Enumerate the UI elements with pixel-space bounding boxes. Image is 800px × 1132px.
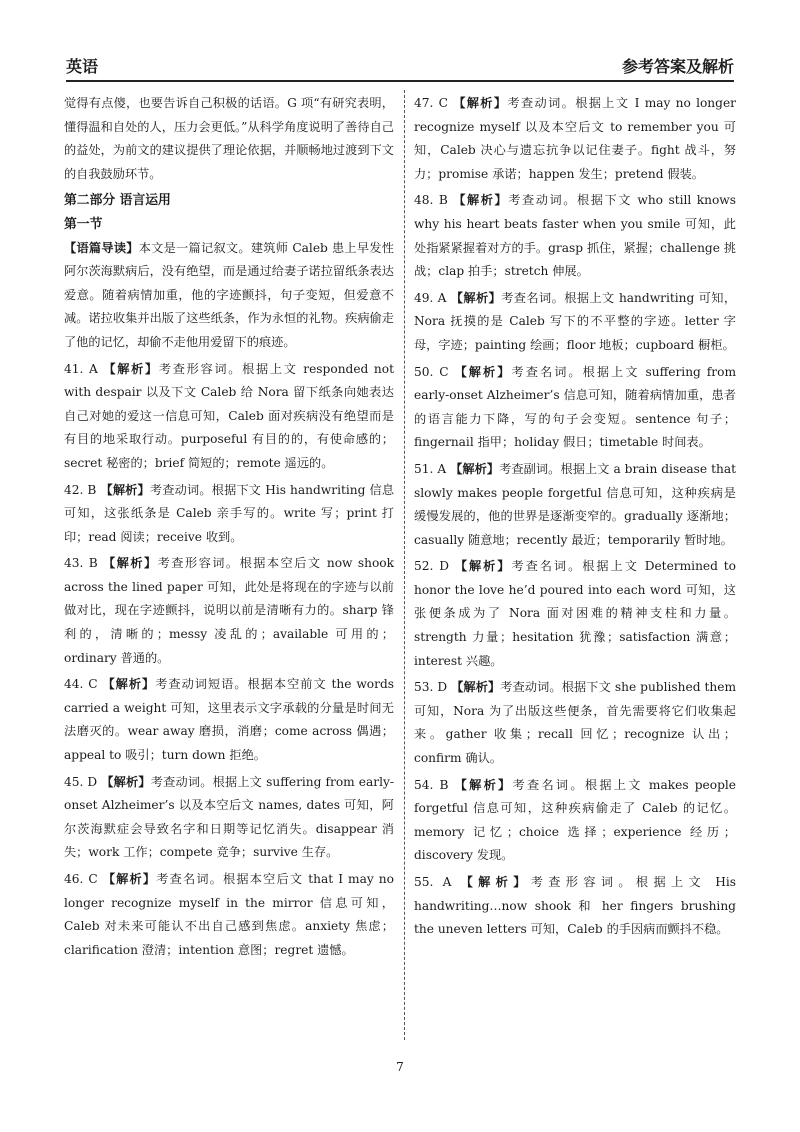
answer-41: 41. A 【解析】考查形容词。根据上文 responded not with despair 以及下文 Caleb 给 Nora 留下纸条向她表达自己对她的爱这一信息可知，Caleb 面对疾病没有绝望而是有目的地采取行动。purposeful 有目的的，有使命感的；secret 秘密的；brief 简短的；remote 遥远的。 bbox=[64, 361, 395, 470]
section-title: 第一节 bbox=[64, 216, 103, 232]
answer-45: 45. D 【解析】考查动词。根据上文 suffering from early-onset Alzheimer’s 以及本空后文 names, dates 可知，阿尔茨海默症会导致名字和日期等记忆消失。disappear 消失；work 工作；compete 竞争；survive 生存。 bbox=[64, 774, 395, 860]
subject-label: 英语 bbox=[66, 57, 99, 76]
guide-tag: 【语篇导读】 bbox=[64, 240, 139, 255]
answer-44: 44. C 【解析】考查动词短语。根据本空前文 the words carried a weight 可知，这里表示文字承载的分量是时间无法磨灭的。wear away 磨损，消磨；come across 偶遇；appeal to 吸引；turn down 拒绝。 bbox=[64, 677, 395, 763]
left-column bbox=[64, 92, 394, 965]
answer-50: 50. C 【解析】考查名词。根据上文 suffering from early-onset Alzheimer’s 信息可知，随着病情加重，患者的语言能力下降，写的句子会变短。sentence 句子；fingernail 指甲；holiday 假日；timetable 时间表。 bbox=[414, 364, 737, 450]
answer-48: 48. B 【解析】考查动词。根据下文 who still knows why his heart beats faster when you smile 可知，此处指紧紧握着对方的手。grasp 抓住，紧握；challenge 挑战；clap 拍手；stretch 伸展。 bbox=[414, 193, 736, 279]
answer-49: 49. A 【解析】考查名词。根据上文 handwriting 可知，Nora 抚摸的是 Caleb 写下的不平整的字迹。letter 字母，字迹；painting 绘画；floor 地板；cupboard 橱柜。 bbox=[414, 290, 737, 352]
guide-text: 本文是一篇记叙文。建筑师 Caleb 患上早发性阿尔茨海默病后，没有绝望，而是通过给妻子诺拉留纸条表达爱意。随着病情加重，他的字迹颤抖，句子变短，但爱意不减。诺拉收集并出版了这些纸条，作为永恒的礼物。疾病偷走了他的记忆，却偷不走他用爱留下的痕迹。 bbox=[64, 240, 394, 349]
column-divider bbox=[404, 90, 405, 1040]
answer-53: 53. D 【解析】考查动词。根据下文 she published them 可知，Nora 为了出版这些便条，首先需要将它们收集起来。gather 收集；recall 回忆；recognize 认出；confirm 确认。 bbox=[414, 680, 737, 766]
intro-continuation: 觉得有点傻，也要告诉自己积极的话语。G 项“有研究表明，懂得温和自处的人，压力会更低。”从科学角度说明了善待自己的益处，为前文的建议提供了理论依据，并顺畅地过渡到下文的自我鼓励环节。 bbox=[64, 96, 394, 181]
part-title: 第二部分 语言运用 bbox=[64, 193, 171, 209]
answer-42: 42. B 【解析】考查动词。根据下文 His handwriting 信息可知，这张纸条是 Caleb 亲手写的。write 写；print 打印；read 阅读；receive 收到。 bbox=[64, 482, 395, 544]
right-column bbox=[414, 92, 736, 945]
answer-54: 54. B 【解析】考查名词。根据上文 makes people forgetful 信息可知，这种疾病偷走了 Caleb 的记忆。memory 记忆；choice 选择；experience 经历；discovery 发现。 bbox=[414, 777, 736, 863]
reading-guide bbox=[64, 237, 394, 355]
answer-52: 52. D 【解析】考查名词。根据上文 Determined to honor the love he’d poured into each word 可知，这张便条成为了 Nora 面对困难的精神支柱和力量。strength 力量；hesitation 犹豫；satisfaction 满意；interest 兴趣。 bbox=[414, 559, 737, 668]
answer-46: 46. C 【解析】考查名词。根据本空后文 that I may no longer recognize myself in the mirror 信息可知，Caleb 对未来可能认不出自己感到焦虑。anxiety 焦虑；clarification 澄清；intention 意图；regret 遗憾。 bbox=[64, 872, 394, 957]
section-label: 参考答案及解析 bbox=[621, 57, 734, 76]
page-header bbox=[66, 54, 734, 82]
answer-47: 47. C 【解析】考查动词。根据上文 I may no longer recognize myself 以及本空后文 to remember you 可知，Caleb 决心与遗忘抗争以记住妻子。fight 战斗，努力；promise 承诺；happen 发生；pretend 假装。 bbox=[414, 96, 736, 181]
answer-43: 43. B 【解析】考查形容词。根据本空后文 now shook across the lined paper 可知，此处是将现在的字迹与以前做对比，现在字迹颤抖，说明以前是清晰有力的。sharp 锋利的，清晰的；messy 凌乱的；available 可用的；ordinary 普通的。 bbox=[64, 556, 394, 665]
answer-51: 51. A 【解析】考查副词。根据上文 a brain disease that slowly makes people forgetful 信息可知，这种疾病是缓慢发展的，他的世界是逐渐变窄的。gradually 逐渐地；casually 随意地；recently 最近；temporarily 暂时地。 bbox=[414, 461, 737, 547]
answer-55: 55. A 【解析】考查形容词。根据上文 His handwriting…now shook 和 her fingers brushing the uneven letters 可知，Caleb 的手因病而颤抖不稳。 bbox=[414, 875, 737, 937]
page-number: 7 bbox=[396, 1060, 404, 1074]
